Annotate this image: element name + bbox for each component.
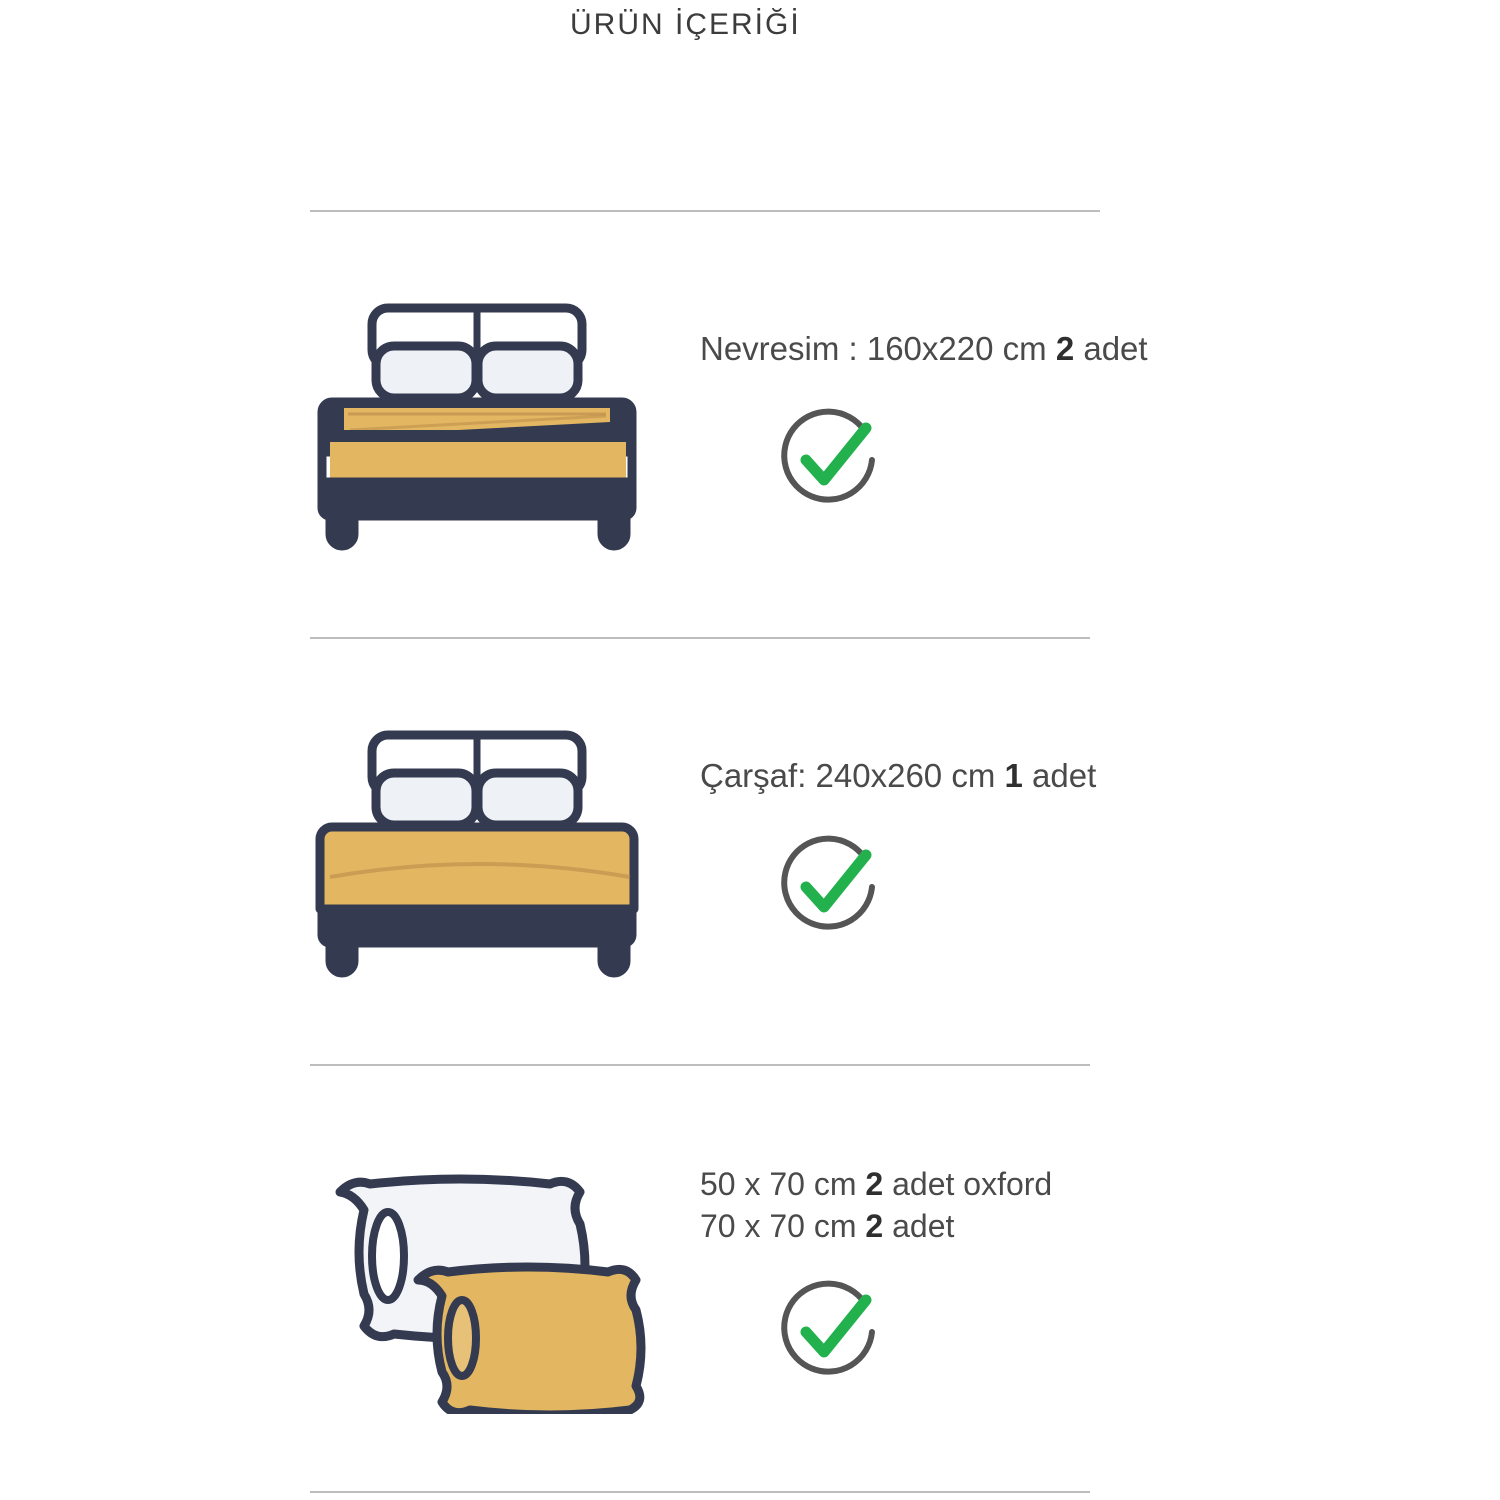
row-duvet-cover-content: [690, 328, 1500, 522]
row-duvet-cover: [0, 212, 1500, 637]
duvet-cover-label: Nevresim : 160x220 cm 2 adet: [700, 329, 1148, 367]
page-title: ÜRÜN İÇERİĞİ: [570, 8, 801, 41]
pillowcase-standard-label: 70 x 70 cm 2 adet: [700, 1208, 955, 1244]
pillowcase-oxford-label: 50 x 70 cm 2 adet oxford: [700, 1166, 1053, 1203]
row-bed-sheet: [0, 639, 1500, 1064]
content-rows: [0, 210, 1500, 1493]
divider-bottom: [310, 1491, 1090, 1493]
bed-sheet-label: Çarşaf: 240x260 cm 1 adet: [700, 756, 1097, 794]
bed-with-duvet-icon: [270, 290, 690, 560]
check-circle-icon: [772, 404, 884, 521]
row-pillowcases-content: [690, 1164, 1500, 1392]
check-circle-icon: [772, 1276, 884, 1393]
pillows-icon: [270, 1144, 690, 1414]
check-circle-icon: [772, 831, 884, 948]
row-bed-sheet-content: [690, 755, 1500, 949]
bed-with-sheet-icon: [270, 717, 690, 987]
row-pillowcases: [0, 1066, 1500, 1491]
